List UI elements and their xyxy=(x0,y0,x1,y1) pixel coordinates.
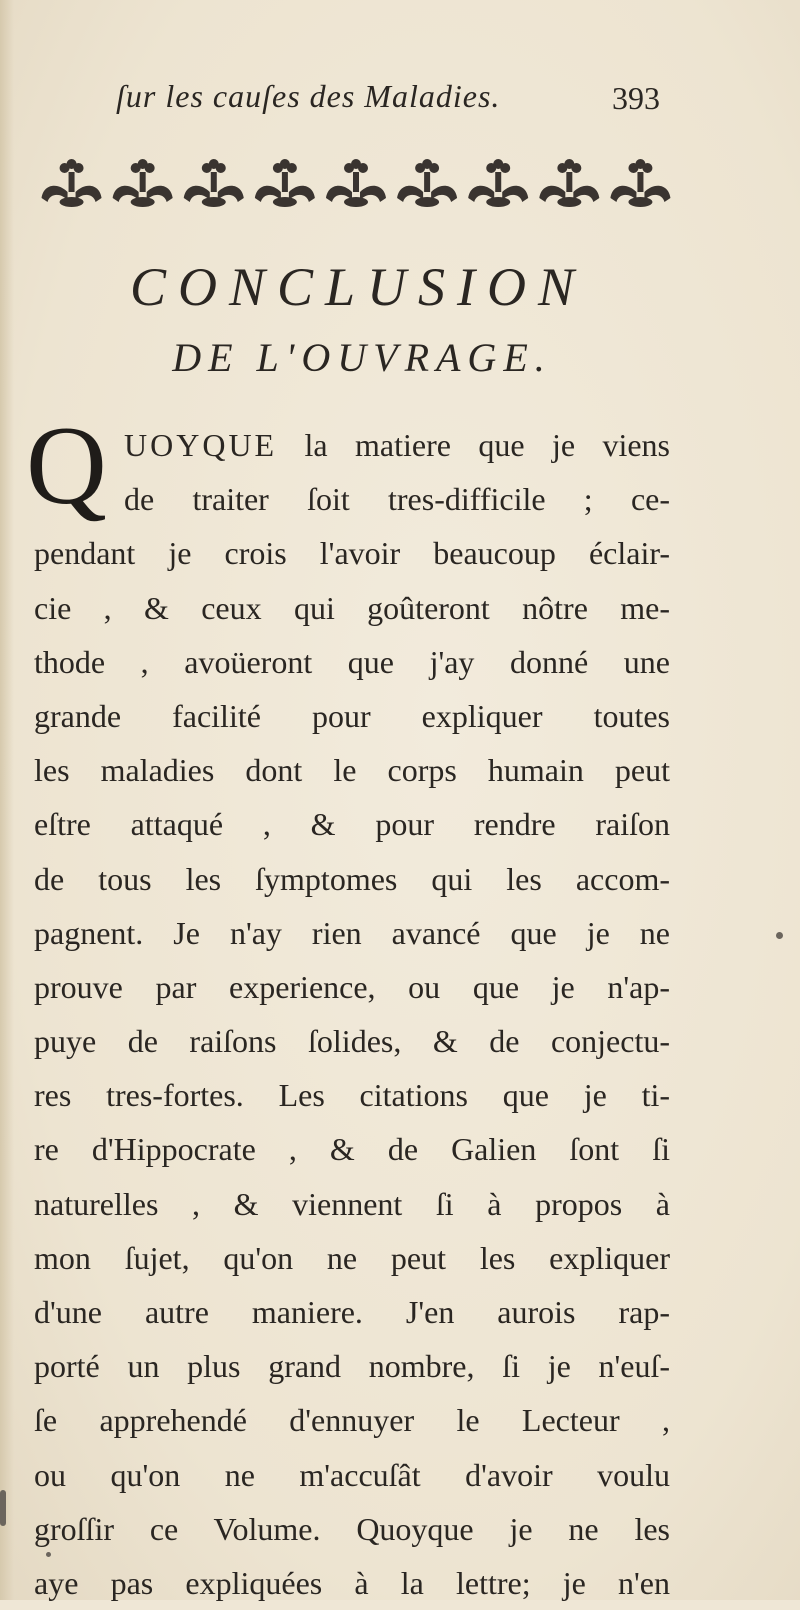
fleuron-icon xyxy=(42,159,102,207)
ink-speck xyxy=(46,1552,51,1557)
page-gutter-shadow xyxy=(0,0,14,1600)
fleuron-icon xyxy=(184,159,244,207)
text-line: UOYQUE la matiere que je viens xyxy=(124,427,670,463)
text-line: porté un plus grand nombre, ſi je n'euſ- xyxy=(34,1348,670,1385)
ink-speck xyxy=(776,932,783,939)
fleuron-icon xyxy=(255,159,315,207)
text-line: de traiter ſoit tres-difficile ; ce- xyxy=(124,481,670,518)
text-line: naturelles , & viennent ſi à propos à xyxy=(34,1185,670,1222)
text-line: thode , avoüeront que j'ay donné une xyxy=(34,643,670,680)
fleuron-icon xyxy=(113,159,173,207)
text-line: de tous les ſymptomes qui les accom- xyxy=(34,860,670,897)
fleuron-icon xyxy=(326,159,386,207)
text-line: ou qu'on ne m'accuſât d'avoir voulu xyxy=(34,1456,670,1493)
text-line: pendant je crois l'avoir beaucoup éclair- xyxy=(34,535,670,572)
first-word-small-caps: UOYQUE xyxy=(124,427,278,463)
text-line: aye pas expliquées à la lettre; je n'en xyxy=(34,1564,670,1601)
text-line: prouve par experience, ou que je n'ap- xyxy=(34,968,670,1005)
text-line: ſe apprehendé d'ennuyer le Lecteur , xyxy=(34,1402,670,1439)
text-line: res tres-fortes. Les citations que je ti- xyxy=(34,1077,670,1114)
ink-speck xyxy=(0,1490,6,1526)
text-line: groſſir ce Volume. Quoyque je ne les xyxy=(34,1510,670,1547)
drop-cap: Q xyxy=(26,404,107,528)
text-line: grande facilité pour expliquer toutes xyxy=(34,697,670,734)
fleuron-icon xyxy=(468,159,528,207)
text-line: re d'Hippocrate , & de Galien ſont ſi xyxy=(34,1131,670,1168)
text-line: pagnent. Je n'ay rien avancé que je ne xyxy=(34,914,670,951)
fleuron-icon xyxy=(539,159,599,207)
text-line: puye de raiſons ſolides, & de conjectu- xyxy=(34,1023,670,1060)
fleuron-icon xyxy=(610,159,670,207)
fleuron-band xyxy=(36,156,676,212)
running-title: ſur les cauſes des Maladies. xyxy=(116,78,501,114)
body-text xyxy=(34,418,670,1610)
text-line: eſtre attaqué , & pour rendre raiſon xyxy=(34,806,670,843)
text-line: mon ſujet, qu'on ne peut les expliquer xyxy=(34,1239,670,1276)
text-line: cie , & ceux qui goûteront nôtre me- xyxy=(34,589,670,626)
chapter-title: CONCLUSION xyxy=(129,257,587,317)
running-head xyxy=(0,78,800,128)
fleuron-icon xyxy=(397,159,457,207)
page-number: 393 xyxy=(612,80,660,116)
chapter-subtitle: DE L'OUVRAGE. xyxy=(172,335,552,380)
text-line: d'une autre maniere. J'en aurois rap- xyxy=(34,1294,670,1330)
text-line: les maladies dont le corps humain peut xyxy=(34,752,670,789)
